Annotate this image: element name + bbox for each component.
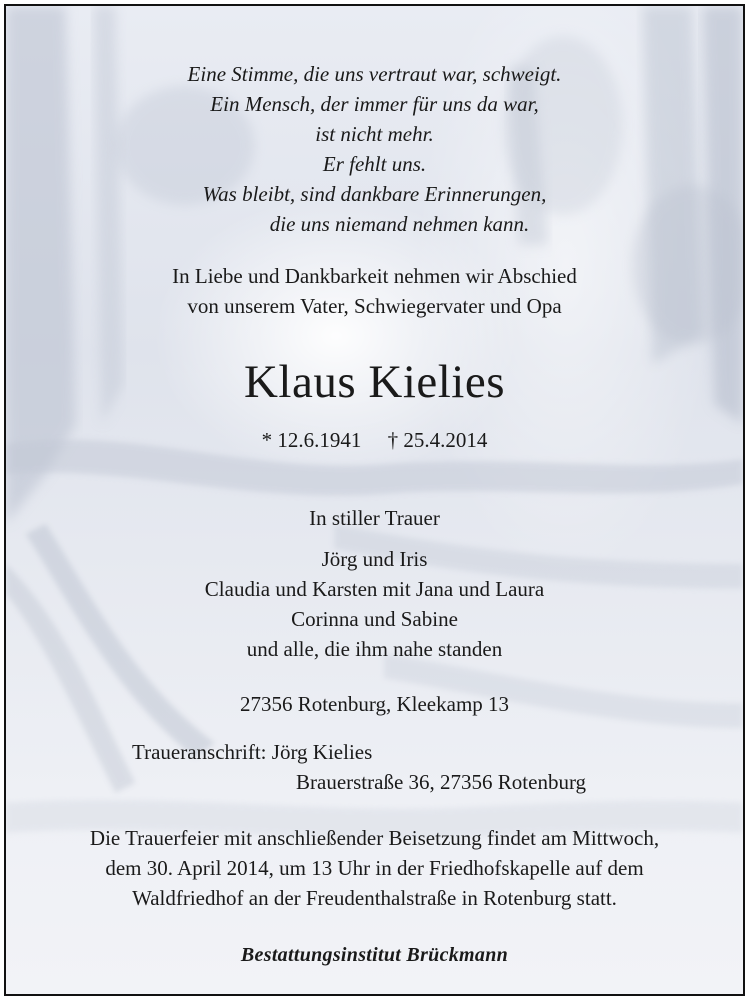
life-dates: * 12.6.1941 † 25.4.2014 xyxy=(261,428,488,452)
verse-line: die uns niemand nehmen kann. xyxy=(269,212,530,236)
mourning-address-label: Traueranschrift: Jörg Kielies xyxy=(132,740,373,764)
mourner-name: Claudia und Karsten mit Jana und Laura xyxy=(204,577,545,601)
notice-content xyxy=(6,6,743,994)
home-address: 27356 Rotenburg, Kleekamp 13 xyxy=(239,692,510,716)
intro-line: von unserem Vater, Schwiegervater und Opa xyxy=(187,294,562,318)
mourner-name: und alle, die ihm nahe standen xyxy=(246,637,503,661)
undertaker-signature: Bestattungsinstitut Brückmann xyxy=(240,944,509,966)
intro-line: In Liebe und Dankbarkeit nehmen wir Abschied xyxy=(172,264,577,288)
deceased-name: Klaus Kielies xyxy=(243,356,506,408)
verse-line: Er fehlt uns. xyxy=(322,152,427,176)
mourner-name: Jörg und Iris xyxy=(321,547,428,571)
mourner-name: Corinna und Sabine xyxy=(291,607,458,631)
verse-line: Ein Mensch, der immer für uns da war, xyxy=(210,92,539,116)
verse-line: ist nicht mehr. xyxy=(315,122,434,146)
mourning-address-street: Brauerstraße 36, 27356 Rotenburg xyxy=(296,770,587,794)
verse-line: Was bleibt, sind dankbare Erinnerungen, xyxy=(202,182,547,206)
ceremony-line: dem 30. April 2014, um 13 Uhr in der Friedhofskapelle auf dem xyxy=(105,856,644,880)
ceremony-line: Waldfriedhof an der Freudenthalstraße in Rotenburg statt. xyxy=(132,886,617,910)
ceremony-line: Die Trauerfeier mit anschließender Beisetzung findet am Mittwoch, xyxy=(89,826,660,850)
obituary-notice xyxy=(4,4,745,996)
verse-line: Eine Stimme, die uns vertraut war, schweigt. xyxy=(187,62,562,86)
mourners-heading: In stiller Trauer xyxy=(309,506,440,530)
